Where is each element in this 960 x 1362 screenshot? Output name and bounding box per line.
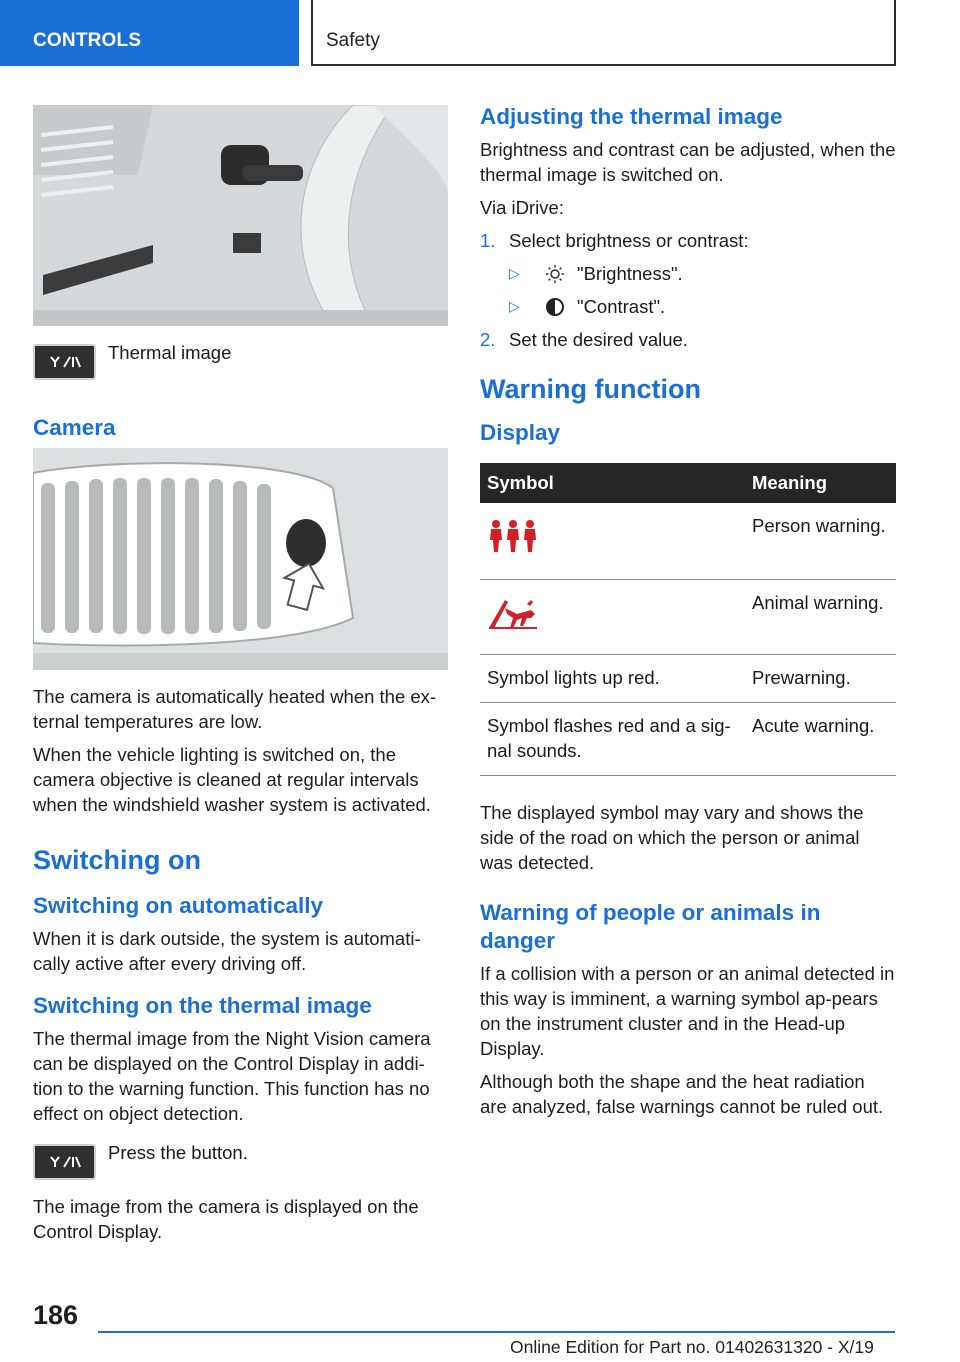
display-note: The displayed symbol may vary and shows the side of the road on which the person or animal was detected. bbox=[480, 801, 864, 873]
table-row bbox=[480, 702, 896, 775]
step-item bbox=[480, 327, 896, 352]
camera-text-1: The camera is automatically heated when the ex-ternal temperatures are low. bbox=[33, 686, 437, 732]
symbol-cell bbox=[480, 503, 745, 579]
danger-text-1: If a collision with a person or an animal detected in this way is imminent, a warning symbol ap-pears on the instrument cluster and in the Head-up Display. bbox=[480, 962, 895, 1059]
thermal-text: The thermal image from the Night Vision camera can be displayed on the Control Display in addi-tion to the warning function. This function has no effect on object detection. bbox=[33, 1028, 431, 1124]
triangle-bullet-icon: ▷ bbox=[509, 265, 520, 281]
meaning-cell: Acute warning. bbox=[745, 702, 896, 775]
meaning-cell: Person warning. bbox=[745, 503, 896, 579]
camera-illustration bbox=[33, 448, 448, 670]
auto-heading: Switching on automatically bbox=[33, 893, 324, 918]
table-row bbox=[480, 503, 896, 579]
col-symbol: Symbol bbox=[480, 463, 745, 503]
via-idrive: Via iDrive: bbox=[480, 197, 564, 218]
section-tab bbox=[311, 0, 896, 66]
section-label: Safety bbox=[326, 30, 380, 51]
brightness-icon bbox=[541, 264, 569, 284]
camera-text-2: When the vehicle lighting is switched on, the camera objective is cleaned at regular intervals when the windshield washer system is activated. bbox=[33, 744, 431, 815]
right-column bbox=[480, 105, 896, 1127]
edition-label: Online Edition for Part no. 01402631320 - X/19 bbox=[510, 1337, 874, 1357]
contrast-icon bbox=[541, 297, 569, 317]
symbol-cell bbox=[480, 579, 745, 654]
step-number: 2. bbox=[480, 329, 496, 350]
result-text: The image from the camera is displayed on the Control Display. bbox=[33, 1196, 419, 1242]
danger-heading: Warning of people or animals in danger bbox=[480, 899, 821, 953]
auto-text: When it is dark outside, the system is automati-cally active after every driving off. bbox=[33, 928, 421, 974]
switching-on-heading: Switching on bbox=[33, 845, 201, 875]
adjust-text: Brightness and contrast can be adjusted, when the thermal image is switched on. bbox=[480, 139, 896, 185]
chapter-label: CONTROLS bbox=[33, 30, 142, 51]
sub-option-text: "Brightness". bbox=[577, 263, 683, 284]
col-meaning: Meaning bbox=[745, 463, 896, 503]
steps-list bbox=[480, 228, 896, 352]
footer-divider bbox=[98, 1331, 895, 1333]
triangle-bullet-icon: ▷ bbox=[509, 298, 520, 314]
chapter-tab bbox=[0, 0, 299, 66]
table-header-row bbox=[480, 463, 896, 503]
press-button-text: Press the button. bbox=[108, 1142, 248, 1163]
sub-option-contrast bbox=[509, 294, 896, 319]
step-text: Select brightness or contrast: bbox=[509, 230, 749, 251]
animal-warning-icon bbox=[487, 613, 539, 634]
step-text: Set the desired value. bbox=[509, 329, 688, 350]
thermal-image-row bbox=[33, 344, 448, 380]
symbol-cell: Symbol flashes red and a sig-nal sounds. bbox=[480, 702, 745, 775]
adjust-heading: Adjusting the thermal image bbox=[480, 104, 783, 129]
page-number: 186 bbox=[33, 1300, 79, 1330]
display-table bbox=[480, 463, 896, 776]
step-number: 1. bbox=[480, 230, 496, 251]
step-item bbox=[480, 228, 896, 319]
meaning-cell: Animal warning. bbox=[745, 579, 896, 654]
sub-option-brightness bbox=[509, 261, 896, 286]
meaning-cell: Prewarning. bbox=[745, 654, 896, 702]
display-heading: Display bbox=[480, 420, 561, 445]
dashboard-illustration bbox=[33, 105, 448, 326]
camera-heading: Camera bbox=[33, 415, 116, 440]
person-warning-icon bbox=[487, 536, 539, 557]
left-column bbox=[33, 105, 448, 1252]
night-vision-button-icon bbox=[33, 1144, 96, 1180]
symbol-cell: Symbol lights up red. bbox=[480, 654, 745, 702]
press-button-row bbox=[33, 1144, 448, 1180]
night-vision-button-icon bbox=[33, 344, 96, 380]
warning-heading: Warning function bbox=[480, 374, 701, 404]
table-row bbox=[480, 579, 896, 654]
danger-text-2: Although both the shape and the heat radiation are analyzed, false warnings cannot be ruled out. bbox=[480, 1070, 884, 1117]
thermal-heading: Switching on the thermal image bbox=[33, 993, 372, 1018]
sub-options bbox=[509, 261, 896, 319]
sub-option-text: "Contrast". bbox=[577, 296, 666, 317]
table-row bbox=[480, 654, 896, 702]
thermal-image-caption: Thermal image bbox=[108, 342, 232, 363]
